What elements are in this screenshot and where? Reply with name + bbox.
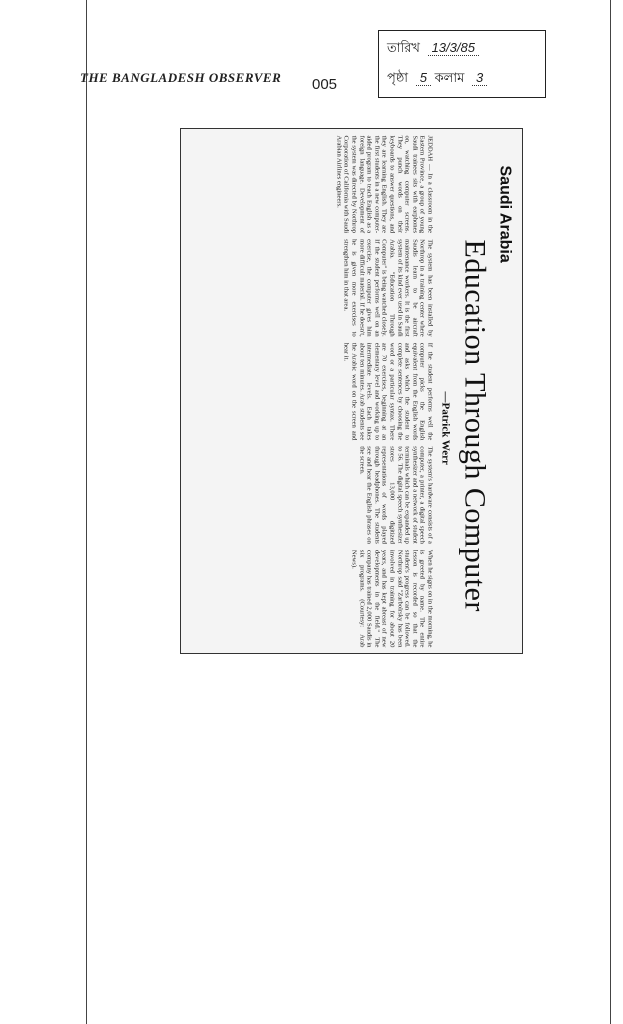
stamp-page-label: পৃষ্ঠা xyxy=(387,70,409,85)
stamp-column-label: কলাম xyxy=(434,70,465,85)
article-byline: —Patrick Werr xyxy=(439,391,452,465)
article-column xyxy=(186,550,434,648)
column-text: When he signs on in the morning, he is greeted by name. The entire lesson is recorded so that the student's progress can be followed. Northrop said "Zarbolrsky has been involved in training for about 20 years, and has kept abreast of new developments in the field." The company has trained 2,000 Saudis in six programs. (Courtesy: Arab News). xyxy=(350,549,434,648)
page-number: 005 xyxy=(312,76,338,93)
page-margin-left xyxy=(86,0,87,1024)
archive-stamp xyxy=(378,30,546,98)
article-body xyxy=(186,136,434,648)
section-heading: Saudi Arabia xyxy=(496,165,514,263)
stamp-date-label: তারিখ xyxy=(387,40,420,55)
column-text: The system's hardware consists of a computer, a printer, a digital speech synthesizer and a network of student terminals which can be expanded up to 56. The digital speech synthesizer stores 13,000 digitized representations of words played through headphones. The students see and hear the English phrases on the screen. xyxy=(358,446,434,544)
article-headline: Education Through Computer xyxy=(458,239,492,612)
stamp-date-row xyxy=(387,39,479,60)
article-column xyxy=(186,446,434,544)
article-column xyxy=(186,239,434,337)
newspaper-clipping xyxy=(180,128,523,654)
stamp-page-value: 5 xyxy=(416,70,431,86)
stamp-column-value: 3 xyxy=(472,70,487,86)
newspaper-masthead: THE BANGLADESH OBSERVER xyxy=(80,70,282,85)
column-text: If the student performs well the computer picks the English equivalent from the English words and asks which the student to complete sentences by choosing the word or a particular syntax. There are 70 exercises, beginning at an elementary level and working up to intermediate levels. Each takes about ten minutes. Arab students see the Arabic word on the screen and hear it. xyxy=(342,342,434,441)
article-column xyxy=(186,343,434,441)
column-text: The system has been installed by Northrop in a training center where Saudis learn to be aircraft maintenance workers. It is the first system of its kind ever used in Saudi Arabia. "Education Through Computer" is being watched closely. If the student performs well on an exercise, the computer gives him more difficult material. If he doesn't, he is given more exercises to strengthen him in that area. xyxy=(342,239,434,337)
stamp-page-row xyxy=(387,69,487,90)
page-margin-right xyxy=(610,0,611,1024)
clipping-rotated-content xyxy=(181,130,522,654)
stamp-date-value: 13/3/85 xyxy=(428,40,479,56)
article-column xyxy=(186,136,434,234)
column-text: JEDDAH — In a classroom in the Eastern Province, a group of young Saudi trainees sits with earphones on, watching computer screens. They punch words on their keyboards to answer questions, and they are learning English. They are the first students in a new computer-aided program to teach English as a foreign language. Development of the system was directed by Northrop Corporation of California with Saudi Arabian Airlines engineers. xyxy=(335,135,434,234)
